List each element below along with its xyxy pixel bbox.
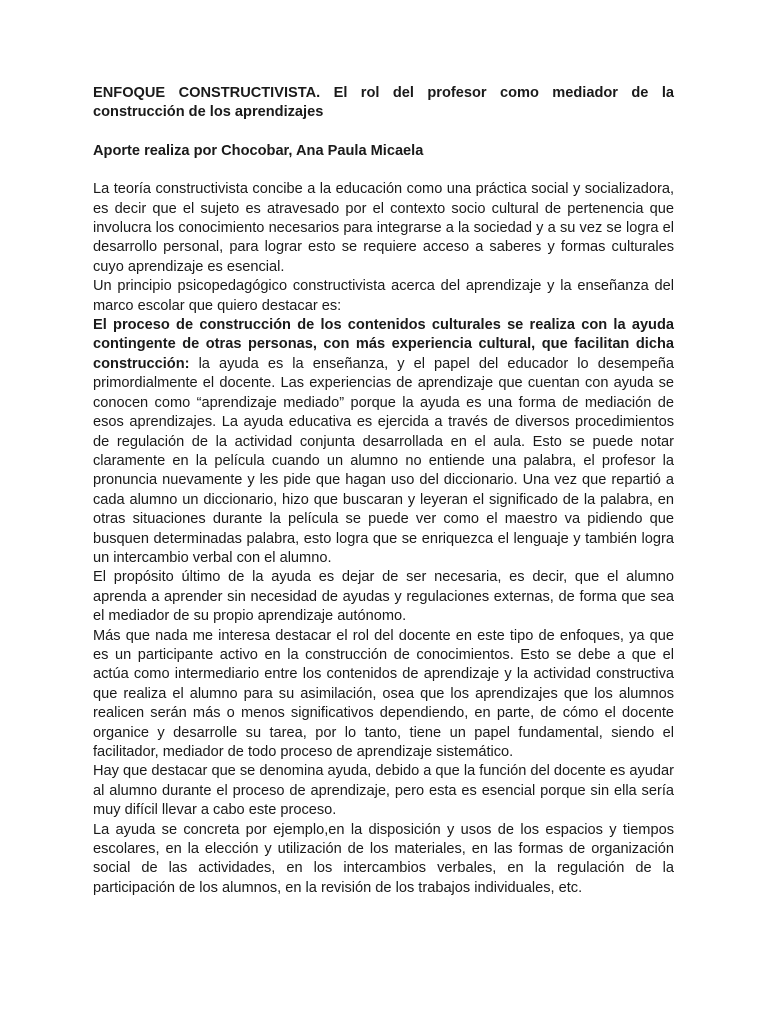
document-page <box>93 84 674 898</box>
paragraph-help: Hay que destacar que se denomina ayuda, debido a que la función del docente es ayudar al alumno durante el proceso de aprendizaje, pero esta es esencial porque sin ella sería muy difícil llevar a cabo este proceso. <box>93 763 674 819</box>
paragraph-process-text: la ayuda es la enseñanza, y el papel del educador lo desempeña primordialmente el docente. Las experiencias de aprendizaje que cuentan con ayuda se conocen como “aprendizaje mediado” porque la ayuda es una forma de mediación de esos aprendizajes. La ayuda educativa es ejercida a través de diversos procedimientos de regulación de la actividad conjunta desarrollada en el aula. Esto se puede notar claramente en la película cuando un alumno no entiende una palabra, el profesor la pronuncia nuevamente y les pide que hagan uso del diccionario. Una vez que repartió a cada alumno un diccionario, hizo que buscaran y leyeran el significado de la palabra, en otras situaciones durante la película se puede ver como el maestro va pidiendo que busquen determinadas palabra, esto logra que se enriquezca el lenguaje y también logra un intercambio verbal con el alumno. <box>93 355 674 566</box>
paragraph-examples: La ayuda se concreta por ejemplo,en la disposición y usos de los espacios y tiempos escolares, en la elección y utilización de los materiales, en las formas de organización social de las actividades, en los intercambios verbales, en la regulación de la participación de los alumnos, en la revisión de los trabajos individuales, etc. <box>93 821 674 896</box>
document-body <box>93 180 674 898</box>
paragraph-intro: La teoría constructivista concibe a la educación como una práctica social y socializadora, es decir que el sujeto es atravesado por el contexto socio cultural de pertenencia que involucra los conocimiento necesarios para integrarse a la sociedad y a su vez se logra el desarrollo personal, para lograr esto se requiere acceso a saberes y formas culturales cuyo aprendizaje es esencial. <box>93 181 674 275</box>
paragraph-process <box>93 316 674 568</box>
author-line: Aporte realiza por Chocobar, Ana Paula Micaela <box>93 142 424 159</box>
document-title: ENFOQUE CONSTRUCTIVISTA. El rol del profesor como mediador de la construcción de los aprendizajes <box>93 85 674 121</box>
paragraph-teacher-role: Más que nada me interesa destacar el rol del docente en este tipo de enfoques, ya que es un participante activo en la construcción de conocimientos. Esto se debe a que el actúa como intermediario entre los contenidos de aprendizaje y la actividad constructiva que realiza el alumno para su asimilación, osea que los aprendizajes que los alumnos realicen serán más o menos significativos dependiendo, en parte, de cómo el docente organice y desarrolle su tarea, por lo tanto, tiene un papel fundamental, siendo el facilitador, mediador de todo proceso de aprendizaje sistemático. <box>93 627 674 760</box>
paragraph-principle: Un principio psicopedagógico constructivista acerca del aprendizaje y la enseñanza del marco escolar que quiero destacar es: <box>93 278 674 314</box>
paragraph-purpose: El propósito último de la ayuda es dejar de ser necesaria, es decir, que el alumno aprenda a aprender sin necesidad de ayudas y regulaciones externas, de forma que sea el mediador de su propio aprendizaje autónomo. <box>93 569 674 625</box>
paragraph-process-bold: El proceso de construcción de los contenidos culturales se realiza con la ayuda contingente de otras personas, con más experiencia cultural, que facilitan dicha construcción: <box>93 317 674 372</box>
